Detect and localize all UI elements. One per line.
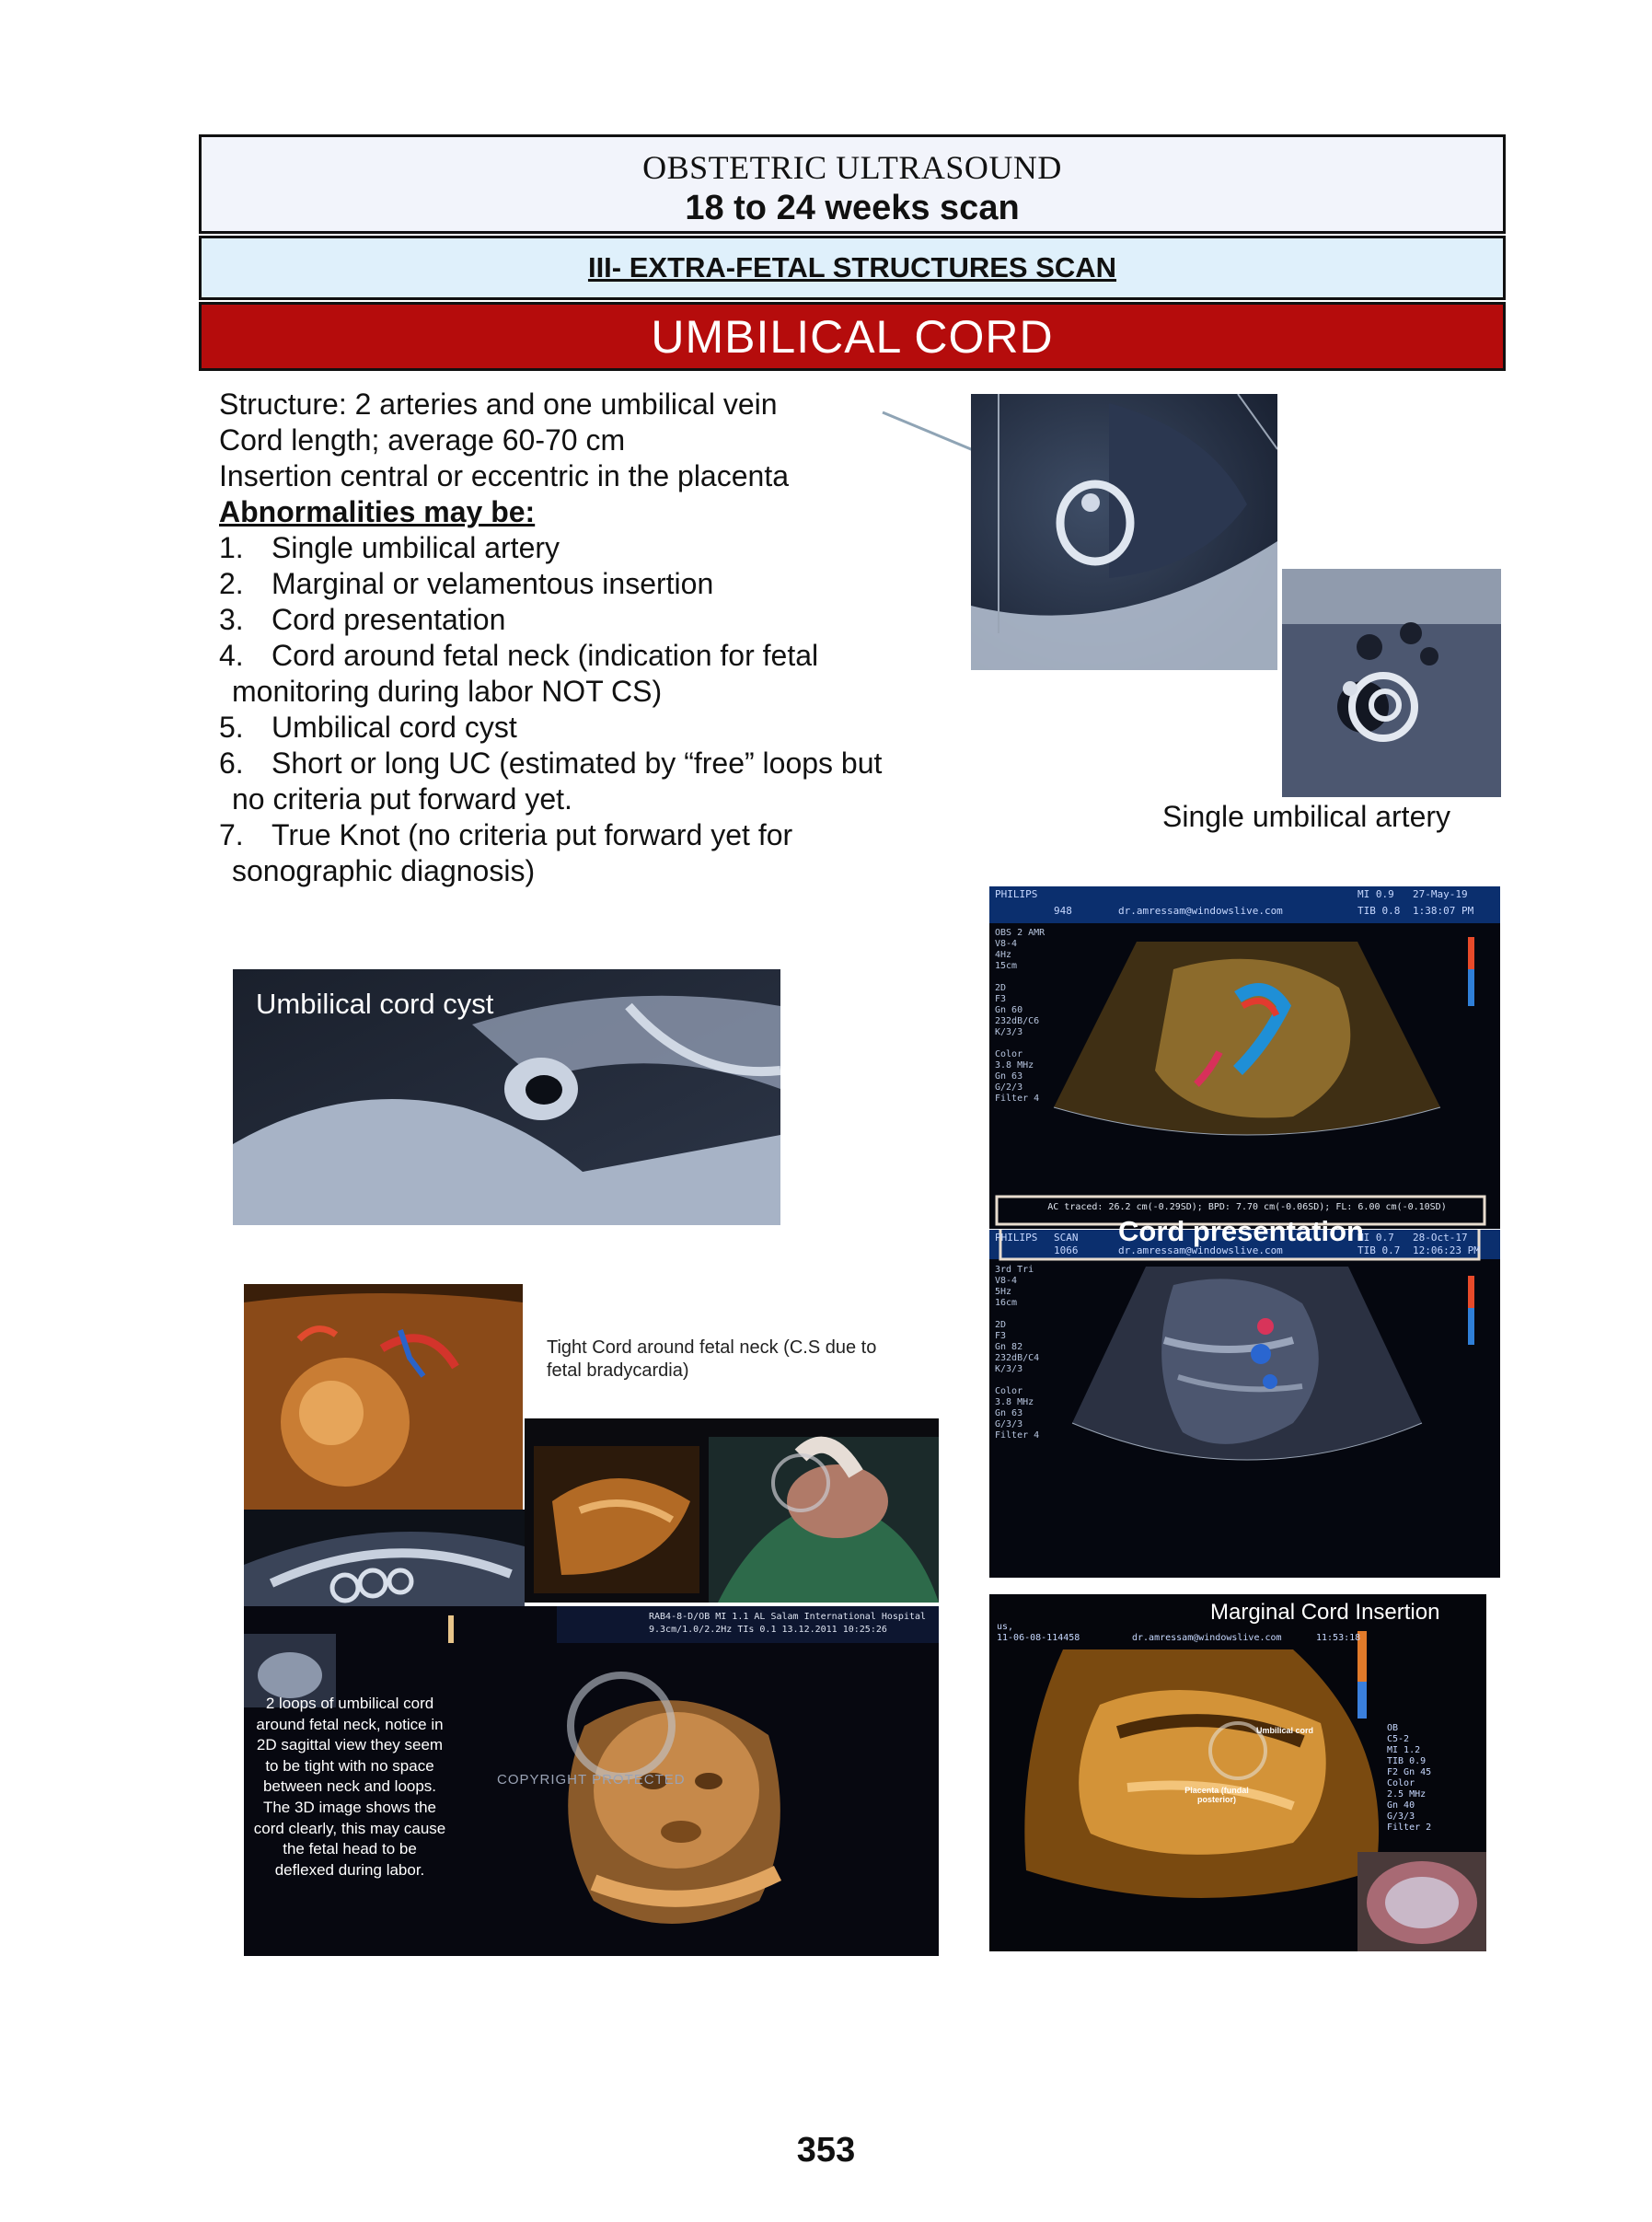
cord-presentation-caption: Cord presentation bbox=[1118, 1215, 1364, 1247]
tight-cord-3d-image bbox=[244, 1284, 523, 1510]
list-item: 5. Umbilical cord cyst bbox=[219, 711, 517, 744]
section-title: III- EXTRA-FETAL STRUCTURES SCAN bbox=[587, 251, 1117, 284]
fetal-3d-face-image: RAB4-8-D/OB MI 1.1 AL Salam International Hospital 9.3cm/1.0/2.2Hz TIs 0.1 13.12.2011 10:25:26 COPYRIGHT PROTECTED 2 loops of umbilical cord around fetal neck, notice in 2D sagittal view they seem to be tight with no space between neck and loops. The 3D image shows the cord clearly, this may cause the fetal head to be deflexed during labor. bbox=[244, 1606, 939, 1956]
scanner-param: Color bbox=[995, 1049, 1023, 1059]
scanner-param: V8-4 bbox=[995, 1276, 1018, 1286]
loops-note: 2 loops of umbilical cord around fetal neck, notice in 2D sagittal view they seem to be tight with no space between neck and loops. The 3D image shows the cord clearly, this may cause the fetal head to be deflexed during labor. bbox=[253, 1695, 446, 1879]
scanner-param: TIB 0.9 bbox=[1387, 1756, 1427, 1766]
scanner-param: V8-4 bbox=[995, 939, 1018, 949]
single-artery-image bbox=[971, 394, 1277, 670]
scanner-param bbox=[995, 1309, 1039, 1320]
scanner-param: Filter 4 bbox=[995, 1430, 1040, 1441]
scanner-param: 4Hz bbox=[995, 950, 1012, 960]
document-header bbox=[199, 134, 1506, 234]
structure-line: Structure: 2 arteries and one umbilical vein bbox=[219, 388, 778, 421]
scanner-param: 3.8 MHz bbox=[995, 1060, 1034, 1070]
scanner-param: Color bbox=[995, 1386, 1023, 1396]
scanner-param: G/3/3 bbox=[1387, 1811, 1415, 1822]
cord-length-line: Cord length; average 60-70 cm bbox=[219, 423, 626, 457]
scanner-param: 3rd Tri bbox=[995, 1265, 1034, 1275]
scanner-param: Gn 60 bbox=[995, 1005, 1023, 1015]
list-item: 4. Cord around fetal neck (indication for fetal monitoring during labor NOT CS) bbox=[219, 639, 819, 708]
list-item: 1. Single umbilical artery bbox=[219, 531, 560, 564]
cesarean-photo bbox=[525, 1418, 939, 1603]
scanner-param: F3 bbox=[995, 1331, 1007, 1341]
abnormalities-list bbox=[219, 530, 974, 889]
section-banner bbox=[199, 236, 1506, 300]
scanner-param: 16cm bbox=[995, 1298, 1018, 1308]
scanner-param: OB bbox=[1387, 1723, 1399, 1733]
abnormalities-heading: Abnormalities may be: bbox=[219, 495, 536, 528]
insertion-line: Insertion central or eccentric in the placenta bbox=[219, 459, 789, 492]
scanner-param: Filter 2 bbox=[1387, 1823, 1432, 1833]
cord-cyst-image bbox=[233, 969, 780, 1225]
scanner-param: C5-2 bbox=[1387, 1734, 1410, 1744]
scanner-param: 2D bbox=[995, 983, 1007, 993]
scanner-param: Gn 63 bbox=[995, 1408, 1023, 1418]
page-number: 353 bbox=[796, 2131, 856, 2170]
scanner-param: G/2/3 bbox=[995, 1082, 1023, 1093]
single-artery-closeup bbox=[1282, 569, 1501, 797]
list-item: 3. Cord presentation bbox=[219, 603, 506, 636]
scanner-param: MI 1.2 bbox=[1387, 1745, 1421, 1755]
header-title: OBSTETRIC ULTRASOUND bbox=[642, 149, 1062, 186]
scanner-param: 3.8 MHz bbox=[995, 1397, 1034, 1407]
single-artery-caption: Single umbilical artery bbox=[1162, 800, 1451, 833]
cord-cyst-caption: Umbilical cord cyst bbox=[256, 988, 494, 1020]
scanner-params-bottom bbox=[995, 1265, 1039, 1441]
scanner-param: OBS 2 AMR bbox=[995, 928, 1045, 938]
doppler-scan-image: PHILIPS 948 dr.amressam@windowslive.com MI 0.9 TIB 0.8 27-May-19 1:38:07 PM OBS 2 AMR V8-4 4Hz 15cm 2D F3 Gn 60 232dB/C6 K/3/3 Color 3.8 MHz Gn 63 G/2/3 Filter 4 AC traced: 26.2 cm(-0.29SD); BPD: 7.70 cm(-0.06SD); FL: 6.00 cm(-0.10SD) bbox=[989, 886, 1500, 1229]
scanner-param: 232dB/C4 bbox=[995, 1353, 1040, 1363]
scanner-param: Filter 4 bbox=[995, 1094, 1040, 1104]
list-item: 2. Marginal or velamentous insertion bbox=[219, 567, 714, 600]
cord-presentation-image: PHILIPS SCAN 1066 dr.amressam@windowslive.com MI 0.7 TIB 0.7 28-Oct-17 12:06:23 PM 3rd Tri V8-4 5Hz 16cm 2D F3 Gn 82 232dB/C4 K/3/3 Color 3.8 MHz Gn 63 G/3/3 Filter 4 bbox=[989, 1230, 1500, 1578]
scanner-param bbox=[995, 1375, 1039, 1386]
list-item: 7. True Knot (no criteria put forward yet for sonographic diagnosis) bbox=[219, 818, 793, 887]
scanner-param bbox=[995, 972, 1045, 983]
scanner-param: F3 bbox=[995, 994, 1007, 1004]
tight-cord-caption: Tight Cord around fetal neck (C.S due to fetal bradycardia) bbox=[547, 1337, 877, 1381]
scanner-param: 15cm bbox=[995, 961, 1018, 971]
list-item: 6. Short or long UC (estimated by “free” loops but no criteria put forward yet. bbox=[219, 746, 883, 816]
marginal-insertion-image: Marginal Cord Insertion us, 11-06-08-114458 dr.amressam@windowslive.com 11:53:18 Umbilical cord Placenta (fundal posterior) OB C5-2 MI 1.2 TIB 0.9 F2 Gn 45 Color 2.5 MHz Gn 40 G/3/3 Filter 2 bbox=[989, 1594, 1486, 1951]
header-subtitle: 18 to 24 weeks scan bbox=[685, 189, 1020, 227]
scanner-param: K/3/3 bbox=[995, 1364, 1023, 1374]
scanner-param: Gn 40 bbox=[1387, 1800, 1415, 1811]
scanner-params-top bbox=[995, 928, 1045, 1105]
topic-title: UMBILICAL CORD bbox=[651, 311, 1054, 363]
scanner-params-marginal bbox=[1387, 1723, 1431, 1834]
scanner-param bbox=[995, 1038, 1045, 1049]
scanner-param: F2 Gn 45 bbox=[1387, 1767, 1432, 1777]
scanner-param: Gn 63 bbox=[995, 1071, 1023, 1082]
intro-text bbox=[219, 387, 974, 889]
marginal-caption: Marginal Cord Insertion bbox=[1210, 1600, 1440, 1625]
scanner-param: 232dB/C6 bbox=[995, 1016, 1040, 1026]
scanner-param: 2D bbox=[995, 1320, 1007, 1330]
scanner-param: Gn 82 bbox=[995, 1342, 1023, 1352]
scanner-param: Color bbox=[1387, 1778, 1415, 1788]
scanner-param: 2.5 MHz bbox=[1387, 1789, 1427, 1800]
scanner-param: 5Hz bbox=[995, 1287, 1012, 1297]
scanner-param: K/3/3 bbox=[995, 1027, 1023, 1037]
topic-banner bbox=[199, 302, 1506, 371]
scanner-param: G/3/3 bbox=[995, 1419, 1023, 1429]
